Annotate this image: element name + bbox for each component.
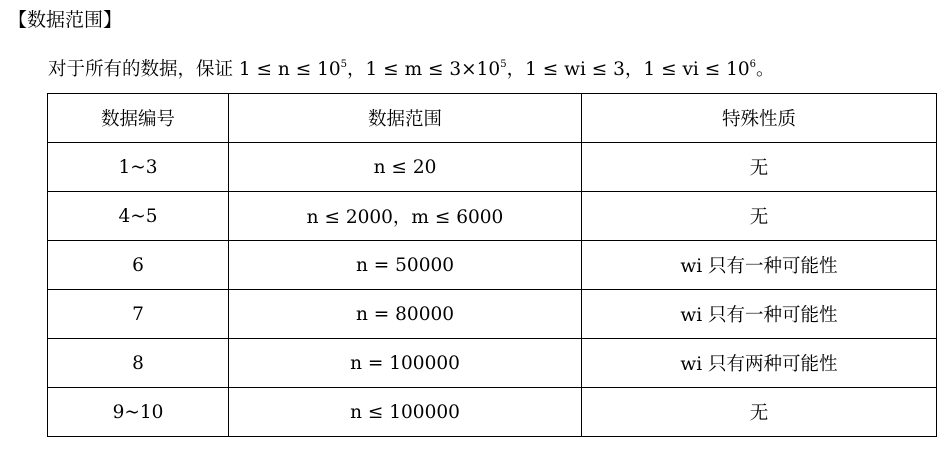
cell-data-range: n ≤ 100000 — [229, 388, 582, 437]
cell-special-property: 无 — [582, 143, 937, 192]
cell-data-range: n = 80000 — [229, 290, 582, 339]
section-title: 【数据范围】 — [8, 9, 123, 31]
constraint-m-exponent: 5 — [500, 59, 507, 70]
table-row — [48, 290, 937, 339]
constraint-v: 1 ≤ vi ≤ 10 — [643, 59, 750, 80]
constraint-separator: ， — [506, 59, 526, 80]
table-row — [48, 339, 937, 388]
cell-special-property: 无 — [582, 192, 937, 241]
cell-data-range: n ≤ 2000，m ≤ 6000 — [229, 192, 582, 241]
header-data-id: 数据编号 — [48, 94, 229, 143]
cell-special-property: wi 只有一种可能性 — [582, 241, 937, 290]
cell-data-id: 7 — [48, 290, 229, 339]
cell-data-id: 6 — [48, 241, 229, 290]
constraint-lead: 对于所有的数据，保证 — [48, 59, 239, 80]
constraint-w: 1 ≤ wi ≤ 3 — [525, 59, 625, 80]
constraint-end: 。 — [756, 59, 775, 80]
cell-data-id: 9~10 — [48, 388, 229, 437]
header-data-range: 数据范围 — [229, 94, 582, 143]
cell-data-id: 8 — [48, 339, 229, 388]
table-row — [48, 241, 937, 290]
table-row — [48, 143, 937, 192]
cell-data-id: 1~3 — [48, 143, 229, 192]
cell-data-range: n = 50000 — [229, 241, 582, 290]
cell-special-property: wi 只有两种可能性 — [582, 339, 937, 388]
constraint-separator: ， — [347, 59, 366, 80]
cell-special-property: 无 — [582, 388, 937, 437]
header-special-property: 特殊性质 — [582, 94, 937, 143]
data-range-table — [47, 93, 937, 437]
constraint-separator: ， — [624, 59, 644, 80]
cell-data-range: n = 100000 — [229, 339, 582, 388]
constraint-n-exponent: 5 — [340, 59, 348, 70]
table-row — [48, 388, 937, 437]
constraint-m: 1 ≤ m ≤ 3×10 — [365, 59, 501, 80]
constraint-n: 1 ≤ n ≤ 10 — [238, 59, 341, 80]
cell-data-range: n ≤ 20 — [229, 143, 582, 192]
table-header-row — [48, 94, 937, 143]
table-row — [48, 192, 937, 241]
cell-special-property: wi 只有一种可能性 — [582, 290, 937, 339]
constraint-statement — [48, 56, 775, 87]
constraint-v-exponent: 6 — [749, 59, 757, 70]
cell-data-id: 4~5 — [48, 192, 229, 241]
